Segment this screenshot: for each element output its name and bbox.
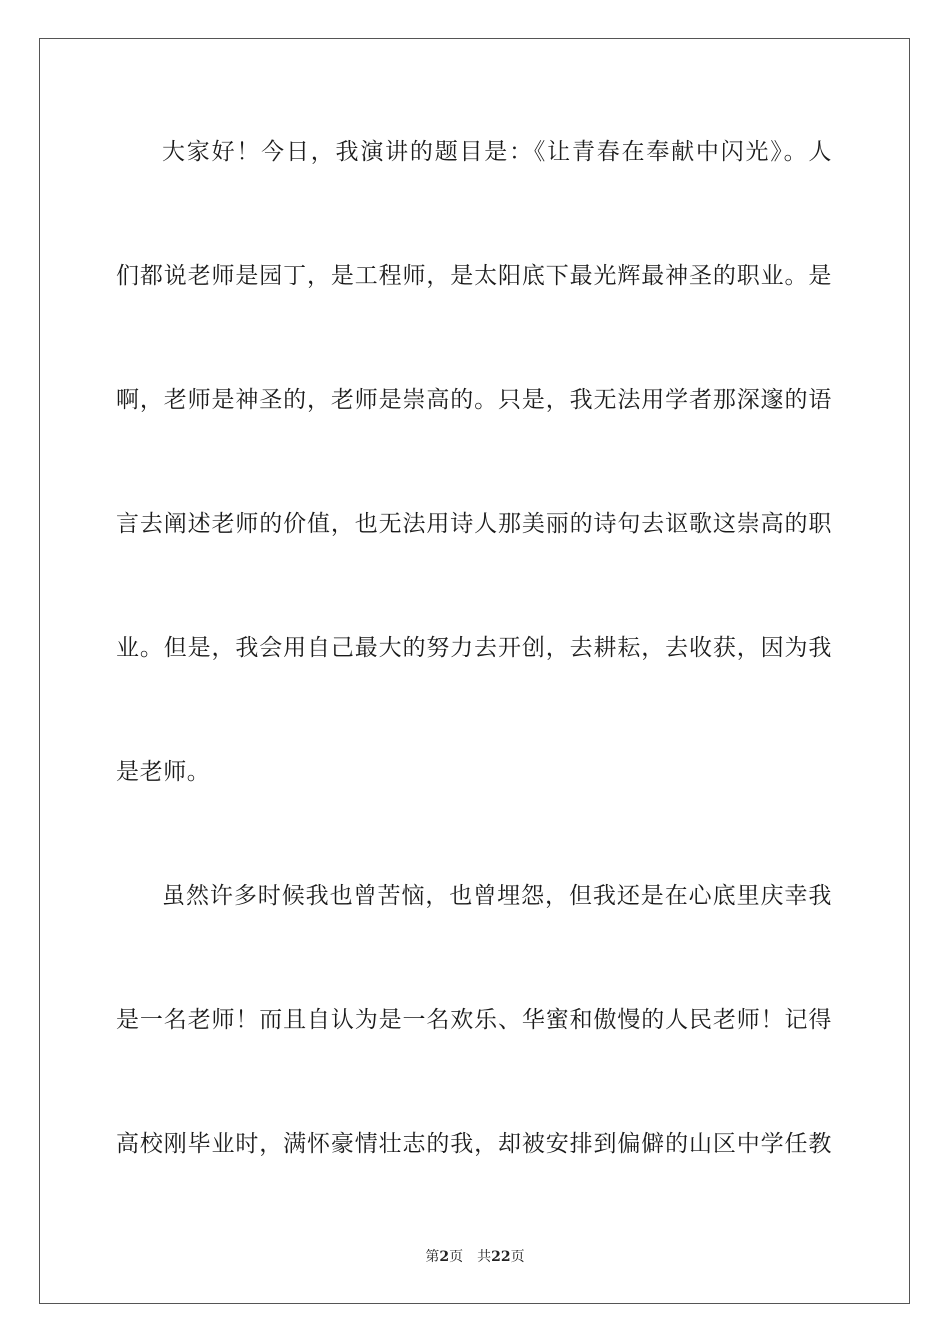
page-footer [0, 1248, 950, 1266]
total-suffix: 页 [510, 1249, 525, 1265]
paragraph-2-line-1: 虽然许多时候我也曾苦恼，也曾埋怨，但我还是在心底里庆幸我 [162, 883, 832, 909]
paragraph-2-line-2: 是一名老师！而且自认为是一名欢乐、华蜜和傲慢的人民老师！记得 [116, 1007, 832, 1033]
paragraph-1-line-1: 大家好！今日，我演讲的题目是：《让青春在奉献中闪光》。人 [162, 139, 832, 165]
total-pages: 22 [491, 1249, 511, 1265]
paragraph-1-line-4: 言去阐述老师的价值，也无法用诗人那美丽的诗句去讴歌这崇高的职 [116, 511, 832, 537]
paragraph-1-line-6: 是老师。 [116, 759, 211, 785]
paragraph-2-line-3: 高校刚毕业时，满怀豪情壮志的我，却被安排到偏僻的山区中学任教 [116, 1131, 832, 1157]
paragraph-1-line-2: 们都说老师是园丁，是工程师，是太阳底下最光辉最神圣的职业。是 [116, 263, 832, 289]
total-prefix: 共 [477, 1249, 492, 1265]
paragraph-1-line-5: 业。但是，我会用自己最大的努力去开创，去耕耘，去收获，因为我 [116, 635, 832, 661]
paragraph-1-line-3: 啊，老师是神圣的，老师是崇高的。只是，我无法用学者那深邃的语 [116, 387, 832, 413]
page-border [39, 38, 910, 1304]
page-suffix: 页 [449, 1249, 464, 1265]
page-number: 2 [439, 1249, 450, 1265]
page-prefix: 第 [425, 1249, 440, 1265]
